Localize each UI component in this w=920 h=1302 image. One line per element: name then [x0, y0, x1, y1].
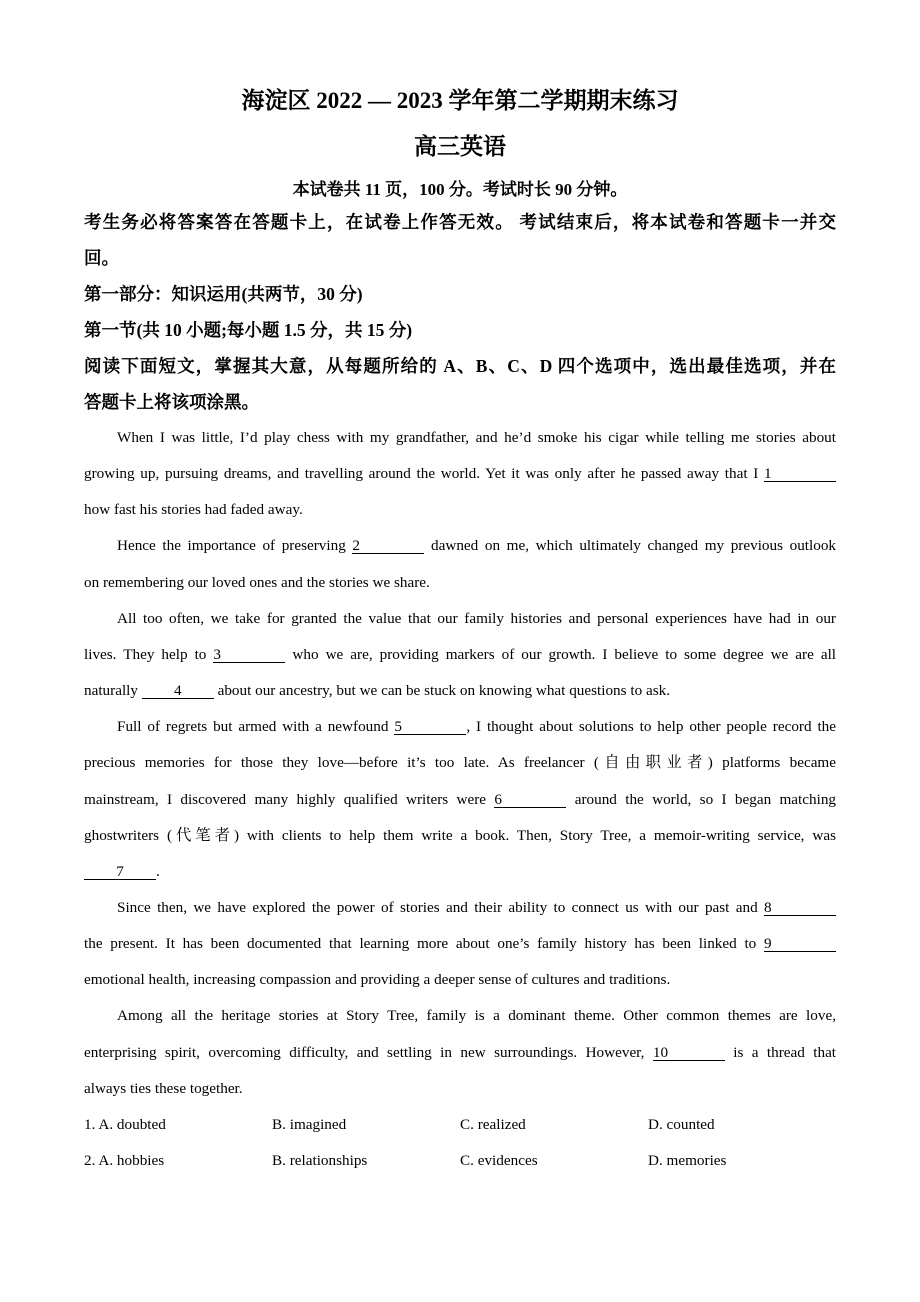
answer-blank: 8: [764, 900, 836, 916]
passage-line: [117, 609, 836, 629]
passage-text: precious memories for those they love—before it’s too late. As freelancer (自由职业者) platforms became: [84, 754, 836, 772]
option-choice: C. evidences: [460, 1152, 538, 1169]
passage-line: [117, 536, 836, 556]
passage-text: .: [156, 862, 160, 880]
passage-text: around the world, so I began matching: [574, 790, 837, 808]
directions-line: 阅读下面短文，掌握其大意，从每题所给的 A、B、C、D 四个选项中，选出最佳选项，并在: [84, 356, 836, 376]
passage-text: emotional health, increasing compassion and providing a deeper sense of cultures and traditions.: [84, 971, 671, 989]
answer-blank: 2: [352, 538, 424, 554]
passage-line: [84, 934, 836, 954]
passage-line: [117, 428, 836, 448]
answer-blank: 6: [494, 792, 566, 808]
passage-text: always ties these together.: [84, 1079, 243, 1097]
passage-text: about our ancestry, but we can be stuck on knowing what questions to ask.: [213, 682, 671, 700]
passage-text: who we are, providing markers of our growth. I believe to some degree we are all: [292, 645, 837, 663]
exam-info: 本试卷共 11 页，100 分。考试时长 90 分钟。: [292, 180, 628, 199]
directions-line: 答题卡上将该项涂黑。: [84, 392, 259, 412]
passage-line: [84, 500, 836, 520]
answer-blank: 5: [394, 719, 466, 735]
passage-line: [84, 862, 836, 882]
passage-line: [84, 464, 836, 484]
passage-text: Since then, we have explored the power of stories and their ability to connect us with our past and: [117, 898, 758, 916]
option-choice: 2. A. hobbies: [84, 1152, 165, 1169]
subject-title: 高三英语: [414, 134, 506, 159]
passage-line: [84, 826, 836, 846]
answer-blank: 9: [764, 936, 836, 952]
passage-text: lives. They help to: [84, 645, 207, 663]
option-choice: 1. A. doubted: [84, 1115, 166, 1133]
answer-blank: 1: [764, 466, 836, 482]
passage-line: [84, 790, 836, 810]
passage-line: [84, 681, 836, 701]
passage-text: enterprising spirit, overcoming difficulty, and settling in new surroundings. However,: [84, 1043, 645, 1061]
passage-text: mainstream, I discovered many highly qualified writers were: [84, 790, 487, 808]
passage-line: [84, 645, 836, 665]
passage-text: , I thought about solutions to help other people record the: [466, 718, 836, 736]
passage-line: [84, 1079, 836, 1099]
passage-text: on remembering our loved ones and the stories we share.: [84, 573, 430, 591]
answer-blank: 3: [213, 647, 285, 663]
passage-text: ghostwriters (代笔者) with clients to help them write a book. Then, Story Tree, a memoir-writing service, was: [84, 826, 836, 844]
passage-line: [117, 1006, 836, 1026]
answer-blank: 7: [84, 864, 156, 880]
passage-text: growing up, pursuing dreams, and travelling around the world. Yet it was only after he passed away that I: [84, 465, 759, 483]
passage-text: Among all the heritage stories at Story Tree, family is a dominant theme. Other common themes are love,: [117, 1007, 836, 1025]
part-heading: 第一部分：知识运用(共两节，30 分): [84, 284, 363, 304]
passage-line: [84, 1043, 836, 1063]
option-choice: B. relationships: [272, 1152, 368, 1169]
option-choice: C. realized: [460, 1115, 526, 1133]
passage-line: [117, 898, 836, 918]
passage-line: [84, 573, 836, 593]
passage-line: [117, 717, 836, 737]
instruction-line: 考生务必将答案答在答题卡上，在试卷上作答无效。 考试结束后，将本试卷和答题卡一并交: [84, 212, 836, 232]
exam-title: 海淀区 2022 — 2023 学年第二学期期末练习: [241, 88, 679, 113]
passage-text: Hence the importance of preserving: [117, 537, 346, 555]
passage-text: Full of regrets but armed with a newfound: [117, 718, 389, 736]
instruction-line: 回。: [84, 248, 119, 268]
passage-line: [84, 753, 836, 773]
answer-blank: 10: [653, 1045, 725, 1061]
passage-text: All too often, we take for granted the value that our family histories and personal experiences have had in our: [117, 609, 836, 627]
option-choice: B. imagined: [272, 1115, 347, 1133]
answer-blank: 4: [142, 683, 214, 699]
passage-text: When I was little, I’d play chess with my grandfather, and he’d smoke his cigar while telling me stories about: [117, 429, 836, 446]
option-choice: D. memories: [648, 1152, 727, 1169]
passage-text: the present. It has been documented that learning more about one’s family history has been linked to: [84, 935, 757, 953]
passage-text: is a thread that: [733, 1043, 837, 1061]
passage-text: dawned on me, which ultimately changed my previous outlook: [431, 537, 837, 555]
passage-line: [84, 970, 836, 990]
passage-text: naturally: [84, 682, 142, 700]
passage-text: how fast his stories had faded away.: [84, 501, 303, 519]
section-heading: 第一节(共 10 小题;每小题 1.5 分，共 15 分): [84, 320, 413, 340]
option-choice: D. counted: [648, 1115, 715, 1133]
